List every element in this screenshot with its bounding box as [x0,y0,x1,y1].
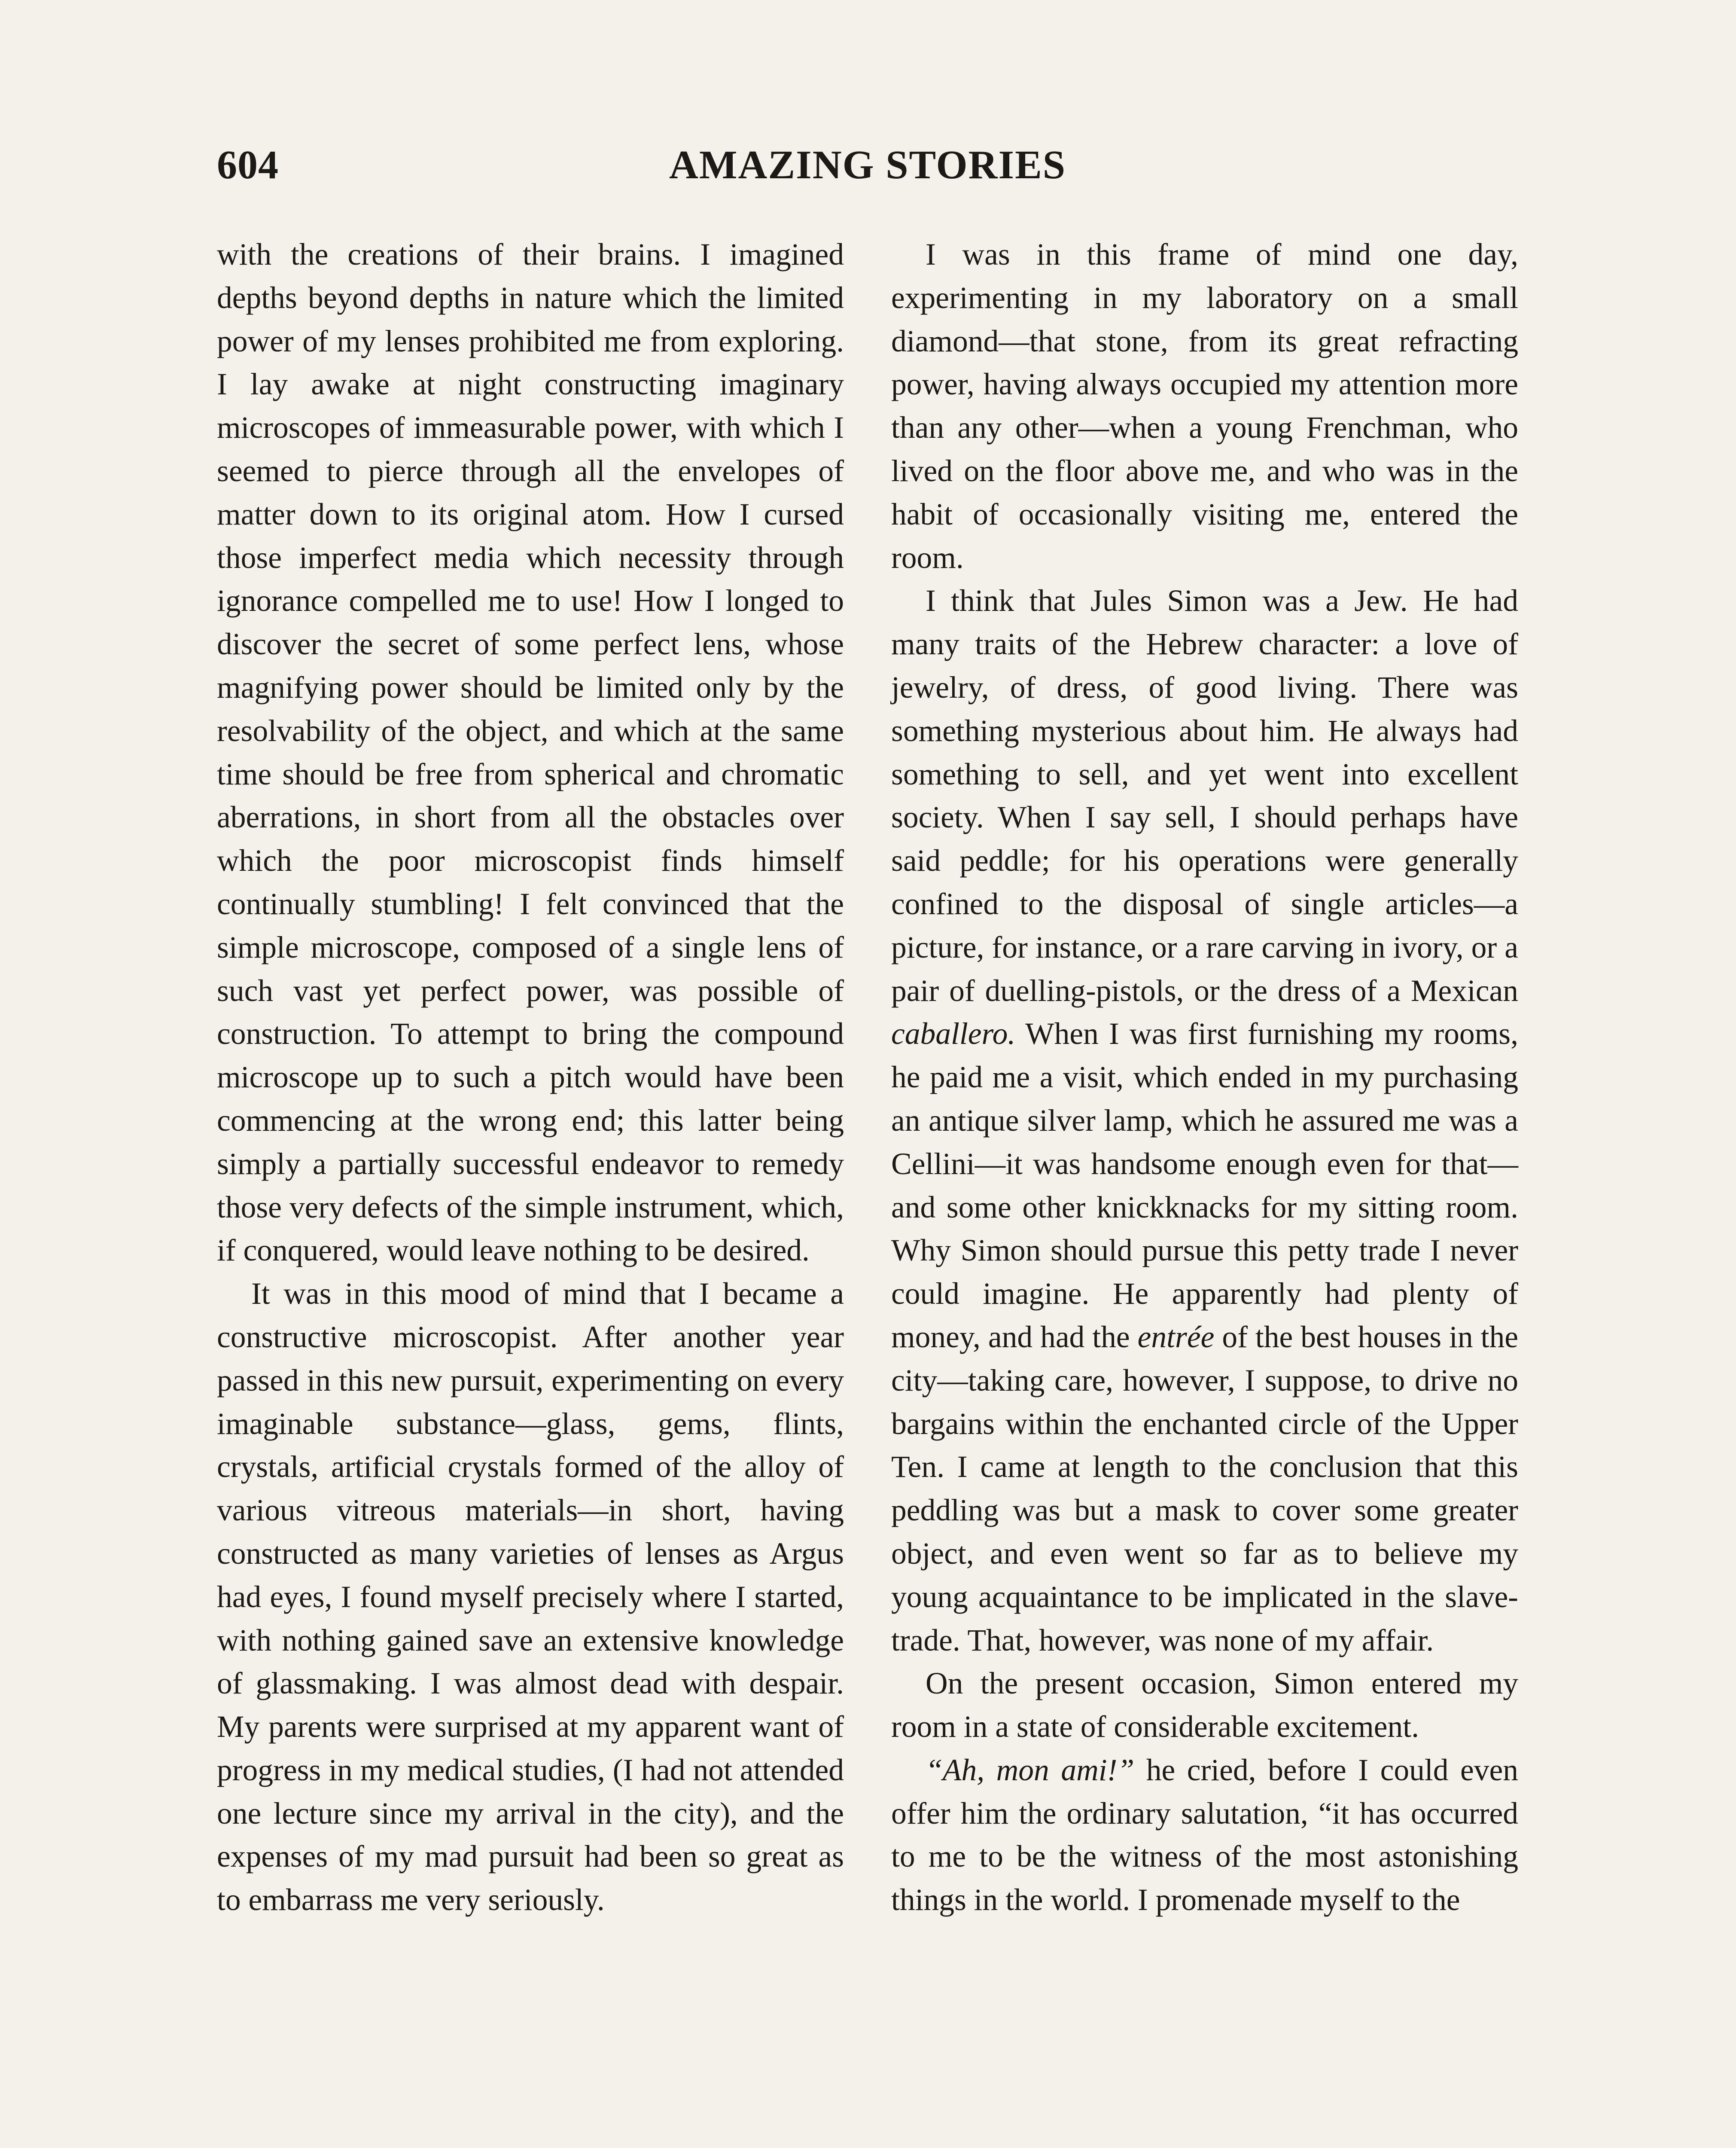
page-header [217,142,1518,202]
italic-text: caballero. [891,1017,1016,1051]
paragraph: I was in this frame of mind one day, experimenting in my laboratory on a small diamond—that stone, from its great refracting power, having always occupied my attention more than any other—when a young Frenchman, who lived on the floor above me, and who was in the habit of occasionally visiting me, entered the room. [891,238,1518,575]
text-run: When I was first furnishing my rooms, he paid me a visit, which ended in my purchasing an antique silver lamp, which he assured me was a Cellini—it was handsome enough even for that—and some other knickknacks for my sitting room. Why Simon should pursue this petty trade I never could imagine. He apparently had plenty of money, and had the [891,1017,1518,1354]
italic-text: “Ah, mon ami!” [926,1753,1135,1787]
running-title: AMAZING STORIES [669,143,1066,187]
paragraph [891,580,1518,1662]
paragraph [891,1749,1518,1922]
paragraph: It was in this mood of mind that I became a constructive microscopist. After another year passed in this new pursuit, experimenting on every imaginable substance—glass, gems, flints, crystals, artificial crystals formed of the alloy of various vitreous materials—in short, having constructed as many varieties of lenses as Argus had eyes, I found myself precisely where I started, with nothing gained save an extensive knowledge of glassmaking. I was almost dead with despair. My parents were surprised at my apparent want of progress in my medical studies, (I had not attended one lecture since my arrival in the city), and the expenses of my mad pursuit had been so great as to embarrass me very seriously. [217,1277,844,1917]
right-column [891,233,1518,1922]
italic-text: entrée [1137,1320,1215,1354]
text-run: he cried, before I could even offer him the ordinary salutation, “it has occurred to me to be the witness of the most astonishing things in the world. I promenade myself to the [891,1753,1518,1917]
paragraph: with the creations of their brains. I imagined depths beyond depths in nature which the limited power of my lenses prohibited me from exploring. I lay awake at night constructing imaginary microscopes of immeasurable power, with which I seemed to pierce through all the envelopes of matter down to its original atom. How I cursed those imperfect media which necessity through ignorance compelled me to use! How I longed to discover the secret of some perfect lens, whose magnifying power should be limited only by the resolvability of the object, and which at the same time should be free from spherical and chromatic aberrations, in short from all the obstacles over which the poor microscopist finds himself continually stumbling! I felt convinced that the simple microscope, composed of a single lens of such vast yet perfect power, was possible of construction. To attempt to bring the compound microscope up to such a pitch would have been commencing at the wrong end; this latter being simply a partially successful endeavor to remedy those very defects of the simple instrument, which, if conquered, would leave nothing to be desired. [217,238,844,1268]
text-run: I think that Jules Simon was a Jew. He had many traits of the Hebrew character: a love of jewelry, of dress, of good living. There was something mysterious about him. He always had something to sell, and yet went into excellent society. When I say sell, I should perhaps have said peddle; for his operations were generally confined to the disposal of single articles—a picture, for instance, or a rare carving in ivory, or a pair of duelling-pistols, or the dress of a Mexican [891,584,1518,1008]
text-run: of the best houses in the city—taking care, however, I suppose, to drive no bargains within the enchanted circle of the Upper Ten. I came at length to the conclusion that this peddling was but a mask to cover some greater object, and even went so far as to believe my young acquaintance to be implicated in the slave-trade. That, however, was none of my affair. [891,1320,1518,1657]
paragraph: On the present occasion, Simon entered my room in a state of considerable excitement. [891,1666,1518,1744]
page-number: 604 [217,143,279,187]
left-column [217,233,844,1922]
